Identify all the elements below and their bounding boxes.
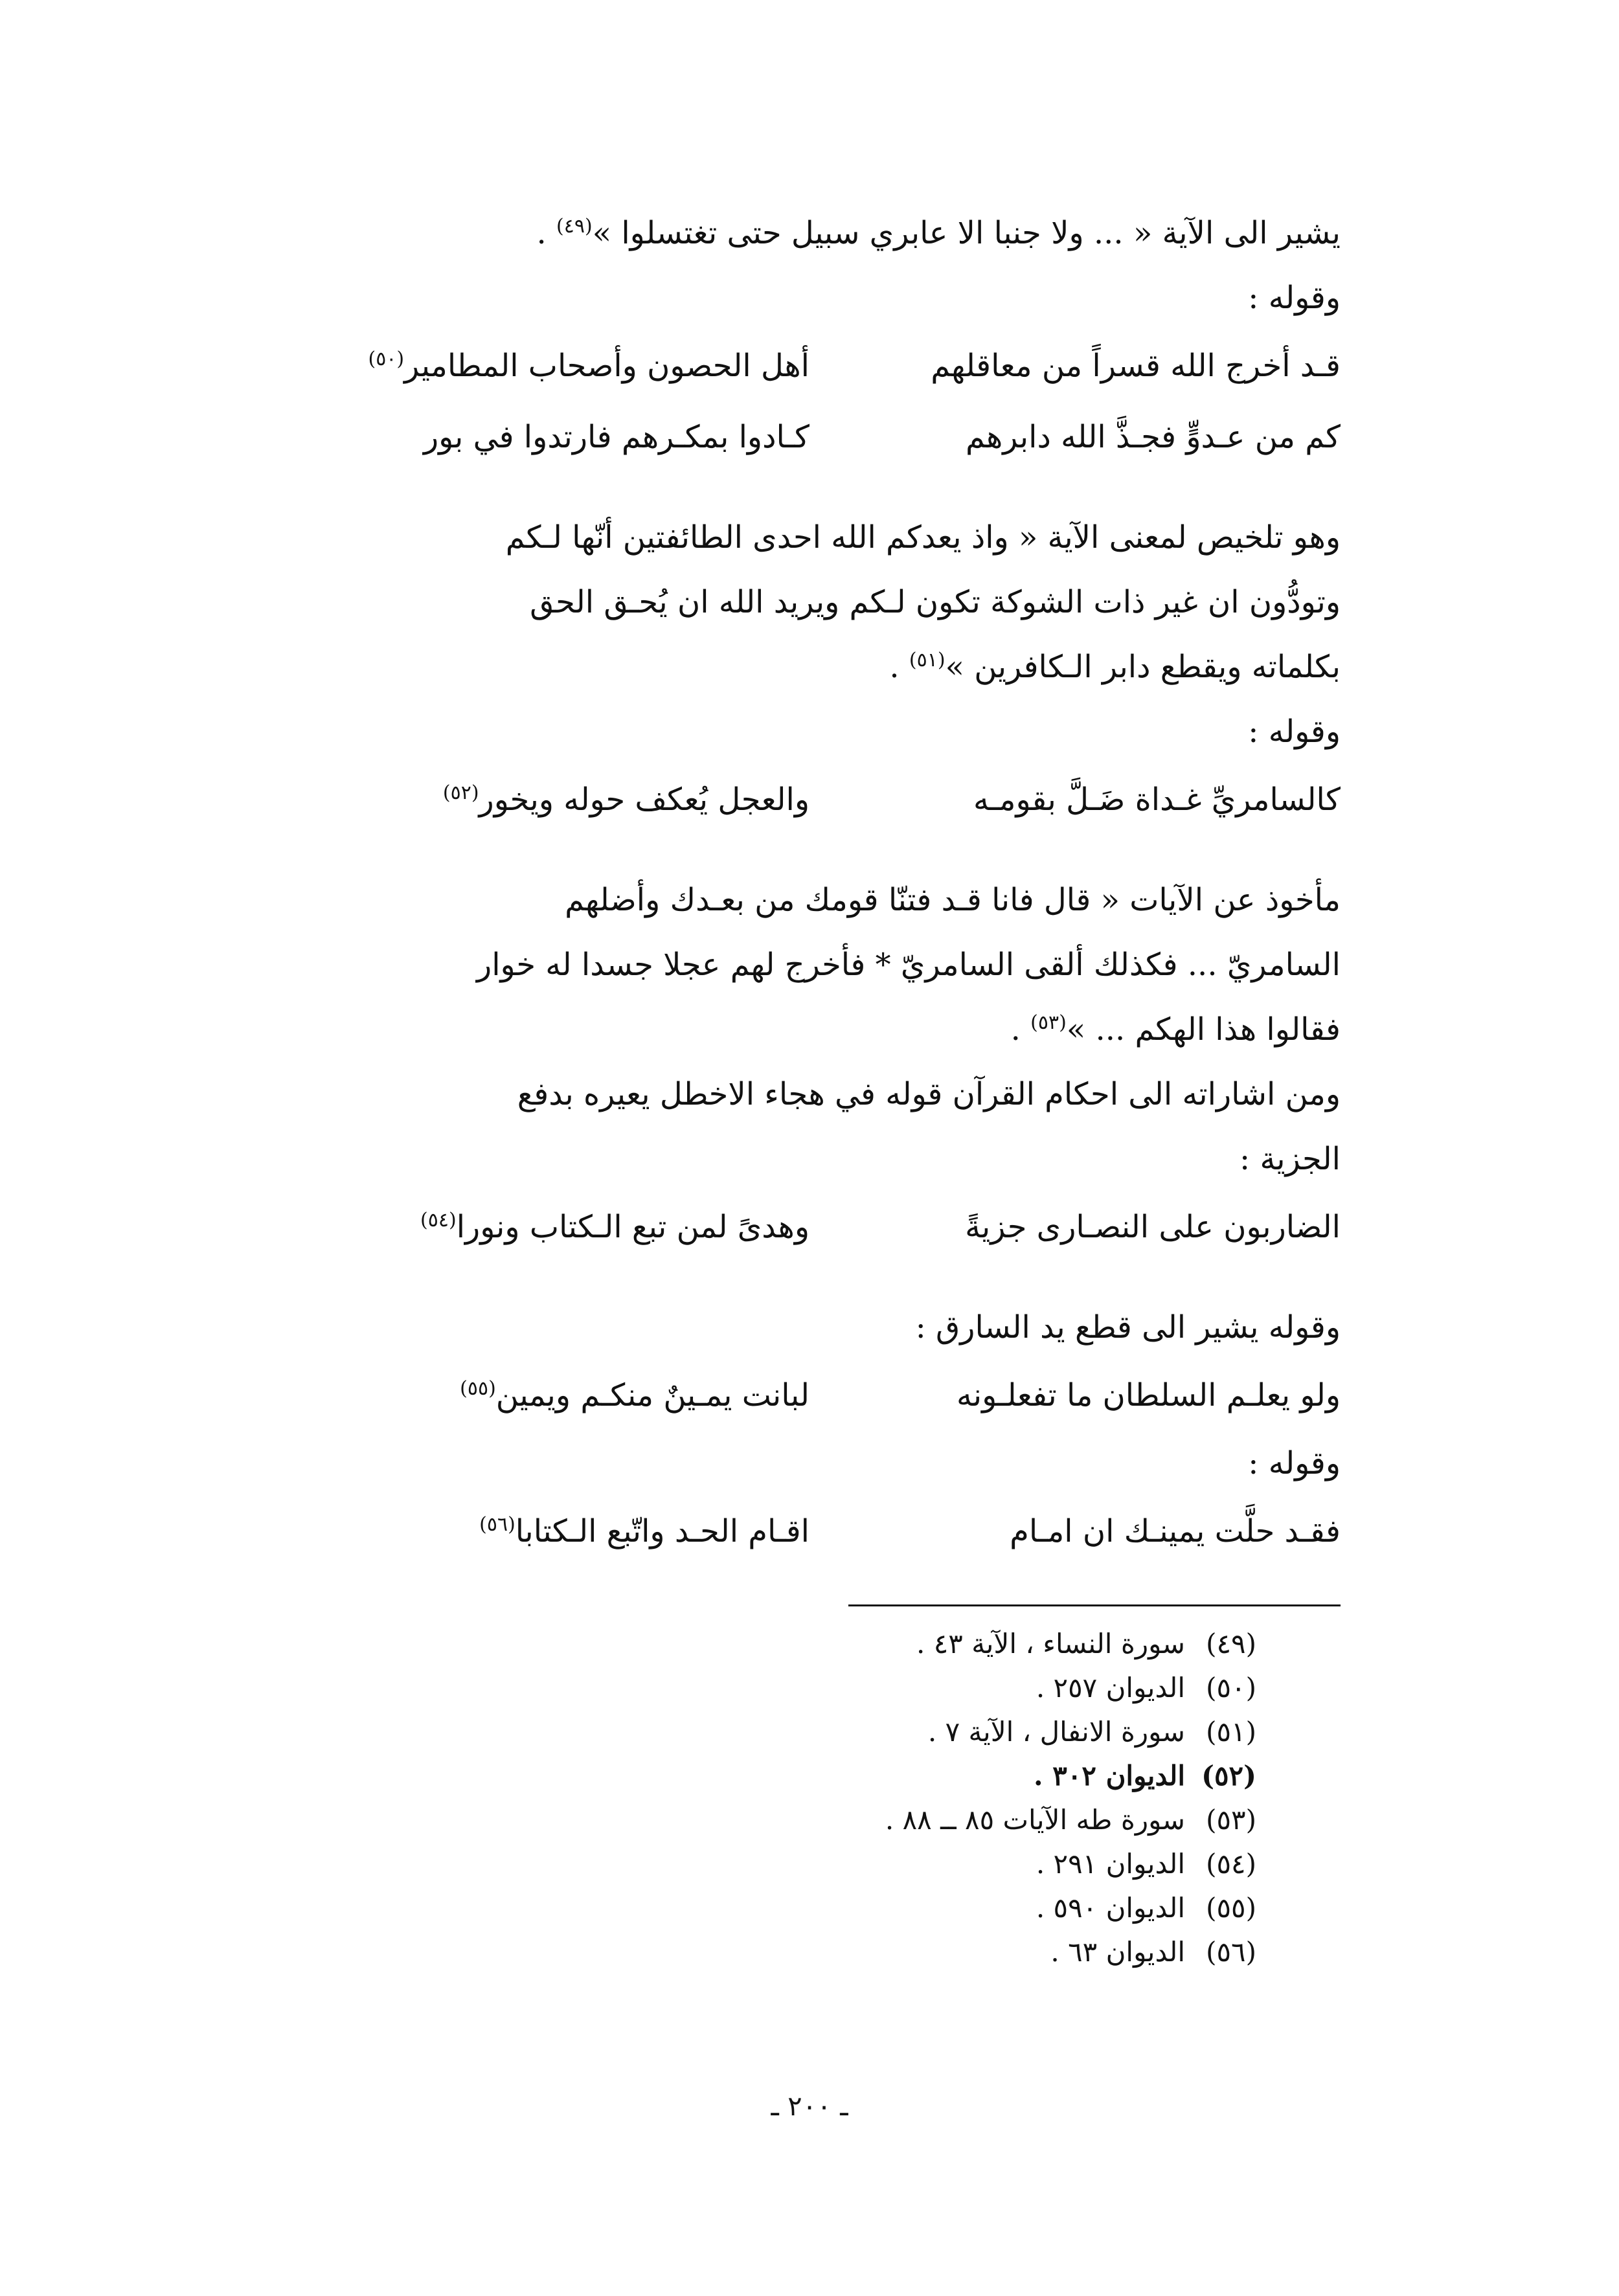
- verse-line: [278, 1360, 1341, 1431]
- footnote-item: (٥٢)الديوان ٣٠٢ .: [1034, 1760, 1256, 1792]
- paragraph-line: الجزية :: [1240, 1141, 1341, 1177]
- footnote-ref: (٥٤): [420, 1209, 457, 1232]
- verse-line: [278, 1191, 1341, 1263]
- verse-hemistich: وهدىً لمن تبع الـكتاب ونورا$^{(٥٤)}$: [420, 1209, 809, 1245]
- verse-hemistich: لبانت يمـينٌ منكـم ويمين$^{(٥٥)}$: [460, 1377, 809, 1413]
- paragraph-line: يشير الى الآية « ... ولا جنبا الا عابري سبيل حتى تغتسلوا »$^{(٤٩)}$ .: [536, 215, 1341, 251]
- footnote-ref: (٥٢): [442, 782, 479, 804]
- footnote-ref: (٥١): [909, 649, 945, 671]
- footnote-ref: (٥٥): [460, 1377, 496, 1400]
- verse-hemistich: فقـد حلَّت يمينـك ان امـام: [1010, 1513, 1341, 1549]
- verse-hemistich: أهل الحصون وأصحاب المطامير$^{(٥٠)}$: [368, 348, 809, 384]
- label-text: وقوله :: [1248, 280, 1341, 316]
- paragraph-line: وقوله يشير الى قطع يد السارق :: [915, 1309, 1341, 1345]
- verse-line: [278, 330, 1341, 401]
- footnote-item: (٥٥)الديوان ٥٩٠ .: [1036, 1892, 1256, 1924]
- footnote-divider: [848, 1604, 1341, 1606]
- verse-hemistich: الضاربون على النصـارى جزيةً: [965, 1209, 1341, 1245]
- verse-hemistich: قـد أخرج الله قسراً من معاقلهم: [931, 348, 1341, 384]
- verse-line: [278, 764, 1341, 835]
- paragraph-line: فقالوا هذا الهكم ... »$^{(٥٣)}$ .: [1010, 1011, 1341, 1048]
- footnote-ref: (٥٦): [479, 1513, 515, 1536]
- verse-hemistich: كم من عـدوٍّ فجـذَّ الله دابرهم: [966, 419, 1341, 455]
- verse-hemistich: كالسامريِّ غـداة ضَـلَّ بقومـه: [973, 782, 1341, 818]
- body-text: [278, 201, 1341, 1567]
- page-number: ـ ٢٠٠ ـ: [771, 2090, 848, 2122]
- footnote-item: (٥٤)الديوان ٢٩١ .: [1036, 1848, 1256, 1880]
- verse-line: [278, 401, 1341, 473]
- footnote-ref: (٤٩): [556, 215, 593, 238]
- verse-hemistich: اقـام الحـد واتّبع الـكتابا$^{(٥٦)}$: [479, 1513, 809, 1549]
- footnote-item: (٥٦)الديوان ٦٣ .: [1050, 1936, 1256, 1968]
- paragraph-line: وتودُّون ان غير ذات الشوكة تكون لـكم ويريد الله ان يُحـق الحق: [530, 584, 1341, 620]
- verse-hemistich: كـادوا بمكـرهم فارتدوا في بور: [424, 419, 809, 455]
- footnote-item: (٤٩)سورة النساء ، الآية ٤٣ .: [916, 1628, 1256, 1660]
- verse-line: [278, 1496, 1341, 1567]
- footnote-ref: (٥٣): [1030, 1011, 1067, 1034]
- paragraph-text: يشير الى الآية « ... ولا جنبا الا عابري سبيل حتى تغتسلوا »: [592, 215, 1341, 251]
- paragraph-line: السامريّ ... فكذلك ألقى السامريّ * فأخرج لهم عجلا جسدا له خوار: [477, 947, 1341, 983]
- paragraph-line: مأخوذ عن الآيات « قال فانا قـد فتنّا قومك من بعـدك وأضلهم: [565, 882, 1341, 918]
- paragraph-line: وهو تلخيص لمعنى الآية « واذ يعدكم الله احدى الطائفتين أنّها لـكم: [505, 519, 1341, 556]
- footnote-ref: (٥٠): [368, 348, 405, 370]
- paragraph-line: بكلماته ويقطع دابر الـكافرين »$^{(٥١)}$ .: [889, 649, 1341, 685]
- label-text: وقوله :: [1248, 1445, 1341, 1481]
- footnote-item: (٥١)سورة الانفال ، الآية ٧ .: [927, 1716, 1256, 1748]
- footnotes: [674, 1622, 1256, 1974]
- paragraph-line: ومن اشاراته الى احكام القرآن قوله في هجاء الاخطل يعيره بدفع: [517, 1076, 1341, 1112]
- label-text: وقوله :: [1248, 714, 1341, 750]
- footnote-item: (٥٠)الديوان ٢٥٧ .: [1036, 1672, 1256, 1704]
- footnote-item: (٥٣)سورة طه الآيات ٨٥ ــ ٨٨ .: [885, 1804, 1256, 1836]
- verse-hemistich: ولو يعلـم السلطان ما تفعلـونه: [957, 1377, 1341, 1413]
- verse-hemistich: والعجل يُعكف حوله ويخور$^{(٥٢)}$: [442, 782, 809, 818]
